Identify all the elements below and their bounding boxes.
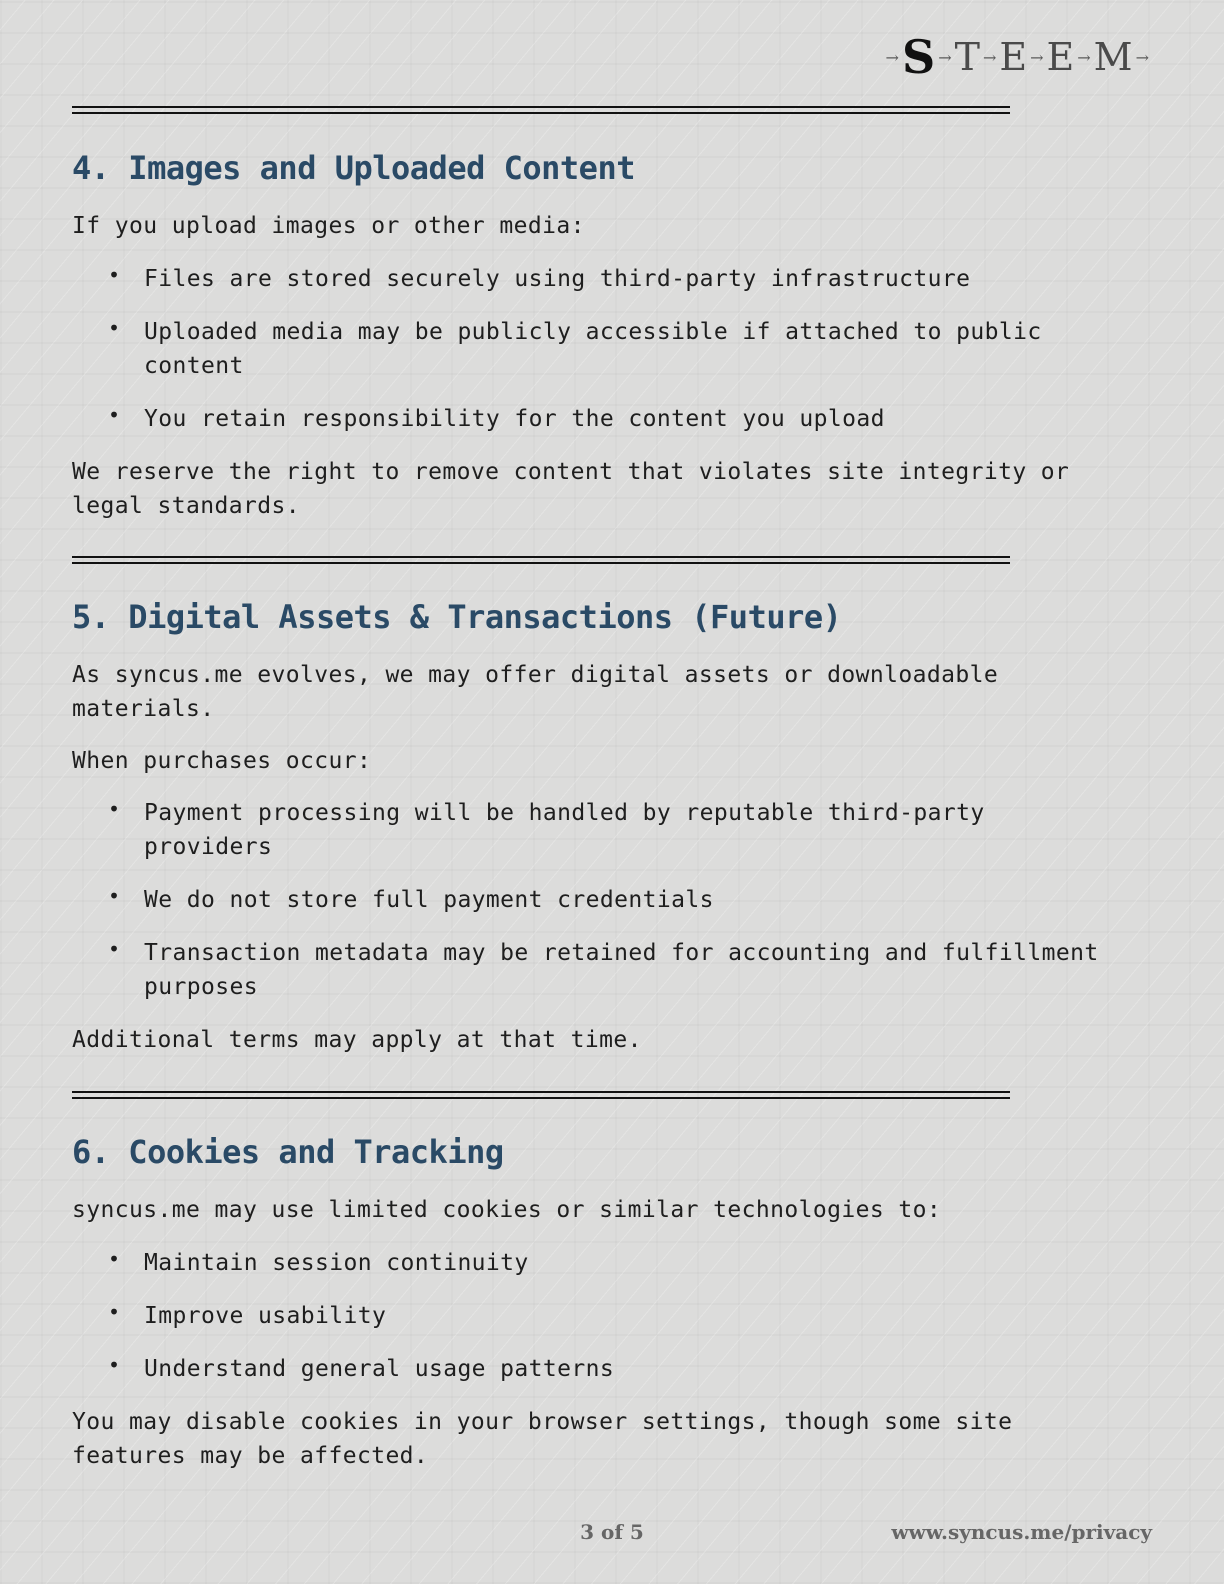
- section-cookies-tracking: [72, 1132, 1152, 1473]
- steem-logo: [884, 30, 1152, 84]
- section-divider: [72, 556, 1010, 564]
- bullet-list: [72, 796, 1152, 1004]
- logo-letter: M: [1093, 35, 1134, 79]
- list-item: • Improve usability: [72, 1299, 1152, 1333]
- footer-url: www.syncus.me/privacy: [891, 1520, 1152, 1544]
- list-item: • You retain responsibility for the content you upload: [72, 402, 1152, 436]
- section-intro: As syncus.me evolves, we may offer digital assets or downloadable materials.: [72, 662, 999, 722]
- list-item: • Transaction metadata may be retained for accounting and fulfillment purposes: [72, 936, 1144, 1004]
- section-intro-secondary: When purchases occur:: [72, 748, 372, 774]
- logo-letter: S: [901, 30, 937, 84]
- section-divider: [72, 1091, 1010, 1099]
- list-item: • Payment processing will be handled by reputable third-party providers: [72, 796, 1024, 864]
- list-item: • Understand general usage patterns: [72, 1352, 1152, 1386]
- section-outro: You may disable cookies in your browser settings, though some site features may be affected.: [72, 1409, 1013, 1469]
- list-item: • Files are stored securely using third-party infrastructure: [72, 262, 1152, 296]
- section-heading: 5. Digital Assets & Transactions (Future): [72, 598, 842, 636]
- list-item: • We do not store full payment credentials: [72, 883, 1152, 917]
- section-heading: 4. Images and Uploaded Content: [72, 149, 635, 187]
- list-item: • Uploaded media may be publicly accessible if attached to public content: [72, 315, 1064, 383]
- section-heading: 6. Cookies and Tracking: [72, 1133, 504, 1171]
- section-digital-assets-transactions: [72, 597, 1152, 1057]
- page-number: 3 of 5: [580, 1520, 644, 1544]
- section-divider: [72, 106, 1010, 114]
- bullet-list: [72, 1246, 1152, 1386]
- section-intro: If you upload images or other media:: [72, 213, 585, 239]
- logo-arrow-icon: →: [1077, 47, 1092, 67]
- section-images-uploaded-content: [72, 148, 1152, 523]
- logo-letter: E: [999, 35, 1029, 79]
- logo-letter: T: [954, 35, 981, 79]
- logo-arrow-icon: →: [1135, 47, 1150, 67]
- logo-arrow-icon: →: [1030, 47, 1045, 67]
- list-item: • Maintain session continuity: [72, 1246, 1152, 1280]
- logo-arrow-icon: →: [982, 47, 998, 67]
- bullet-list: [72, 262, 1152, 436]
- logo-arrow-icon: →: [938, 47, 953, 67]
- logo-arrow-icon: →: [885, 47, 900, 67]
- section-intro: syncus.me may use limited cookies or similar technologies to:: [72, 1197, 942, 1223]
- logo-letter: E: [1046, 35, 1076, 79]
- section-outro: Additional terms may apply at that time.: [72, 1027, 642, 1053]
- section-outro: We reserve the right to remove content that violates site integrity or legal standards.: [72, 459, 1070, 519]
